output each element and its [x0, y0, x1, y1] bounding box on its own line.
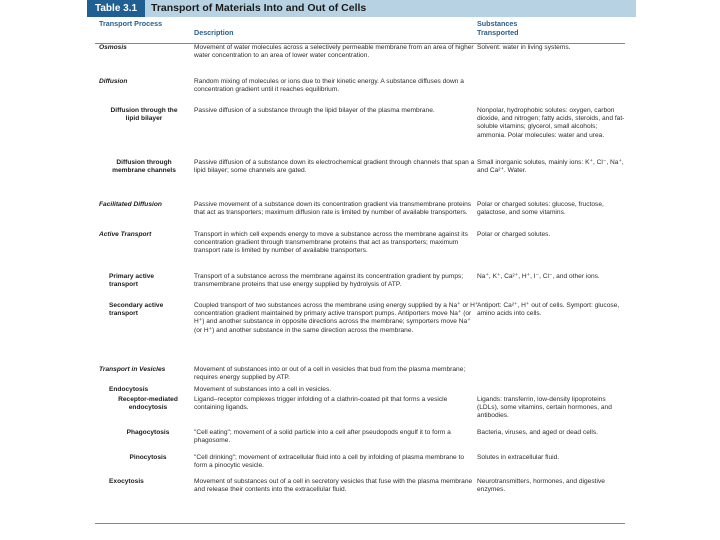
table-row [87, 429, 636, 454]
process-cell: Exocytosis [109, 478, 144, 485]
header-transport-process: Transport Process [99, 19, 163, 28]
table-row [87, 201, 636, 231]
process-cell: Receptor-mediated endocytosis [118, 396, 178, 412]
table-title: Transport of Materials Into and Out of Cells [151, 2, 367, 14]
table-row [87, 478, 636, 506]
table-row [87, 273, 636, 302]
table-row [87, 159, 636, 201]
table-row [87, 396, 636, 429]
description-cell: Movement of substances into or out of a cell in vesicles that bud from the plasma membrane; requires energy supplied by ATP. [194, 366, 466, 382]
process-cell: Pinocytosis [129, 454, 167, 461]
substances-cell: Ligands: transferrin, low-density lipoproteins (LDLs), some vitamins, certain hormones, and antibodies. [477, 396, 612, 420]
header-description: Description [194, 28, 234, 37]
substances-cell: Nonpolar, hydrophobic solutes: oxygen, carbon dioxide, and nitrogen; fatty acids, steroids, and fat-soluble vitamins; glycerol, small alcohols; ammonia. Polar molecules: water and urea. [477, 107, 625, 139]
table-row [87, 386, 636, 396]
process-cell: Osmosis [99, 44, 127, 51]
table-row [87, 366, 636, 386]
description-cell: Passive diffusion of a substance down its electrochemical gradient through channels that span a lipid bilayer; some channels are gated. [194, 159, 475, 175]
process-cell: Active Transport [99, 231, 152, 238]
description-cell: Transport in which cell expends energy to move a substance across the membrane against its concentration gradient through transmembrane proteins that act as transporters; maximum transport rate is limited by number of available transporters. [194, 231, 468, 255]
table-row [87, 231, 636, 273]
description-cell: Movement of substances out of a cell in secretory vesicles that fuse with the plasma membrane and release their contents into the extracellular fluid. [194, 478, 473, 494]
process-cell: Diffusion [99, 78, 128, 85]
process-cell: Endocytosis [109, 386, 149, 393]
description-cell: Transport of a substance across the membrane against its concentration gradient by pumps; transmembrane proteins that use energy supplied by hydrolysis of ATP. [194, 273, 464, 289]
header-substances-transported: Substances Transported [477, 19, 519, 37]
description-cell: Passive diffusion of a substance through the lipid bilayer of the plasma membrane. [194, 107, 435, 114]
table-title-bar [87, 0, 636, 17]
process-cell: Secondary active transport [109, 302, 164, 318]
table-page [87, 0, 636, 534]
process-cell: Diffusion through the lipid bilayer [110, 107, 178, 123]
description-cell: Coupled transport of two substances across the membrane using energy supplied by a Na⁺ or H⁺ concentration gradient maintained by primary active transport pumps. Antiporters move Na⁺ (or H⁺) and another substance in opposite directions across the membrane; symporters move Na⁺ (or H⁺) and another substance in the same direction across the membrane. [194, 302, 479, 334]
description-cell: Movement of substances into a cell in vesicles. [194, 386, 332, 393]
description-cell: Movement of water molecules across a selectively permeable membrane from an area of higher water concentration to an area of lower water concentration. [194, 44, 474, 60]
description-cell: "Cell drinking"; movement of extracellular fluid into a cell by infolding of plasma membrane to form a pinocytic vesicle. [194, 454, 465, 470]
table-body [87, 44, 636, 506]
process-cell: Primary active transport [109, 273, 155, 289]
table-row [87, 107, 636, 159]
substances-cell: Polar or charged solutes: glucose, fructose, galactose, and some vitamins. [477, 201, 604, 217]
description-cell: Random mixing of molecules or ions due to their kinetic energy. A substance diffuses down a concentration gradient until it reaches equilibrium. [194, 78, 464, 94]
description-cell: "Cell eating"; movement of a solid particle into a cell after pseudopods engulf it to form a phagosome. [194, 429, 451, 445]
substances-cell: Polar or charged solutes. [477, 231, 551, 238]
substances-cell: Antiport: Ca²⁺, H⁺ out of cells. Symport: glucose, amino acids into cells. [477, 302, 620, 318]
table-row [87, 44, 636, 78]
process-cell: Phagocytosis [126, 429, 170, 436]
description-cell: Passive movement of a substance down its concentration gradient via transmembrane proteins that act as transporters; maximum diffusion rate is limited by number of available transporters. [194, 201, 472, 217]
footer-divider [95, 523, 625, 524]
process-cell: Facilitated Diffusion [99, 201, 162, 208]
substances-cell: Solvent: water in living systems. [477, 44, 571, 51]
substances-cell: Small inorganic solutes, mainly ions: K⁺, Cl⁻, Na⁺, and Ca²⁺. Water. [477, 159, 624, 175]
substances-cell: Na⁺, K⁺, Ca²⁺, H⁺, I⁻, Cl⁻, and other ions. [477, 273, 600, 280]
table-row [87, 78, 636, 107]
table-row [87, 302, 636, 366]
process-cell: Diffusion through membrane channels [112, 159, 176, 175]
description-cell: Ligand–receptor complexes trigger infolding of a clathrin-coated pit that forms a vesicle containing ligands. [194, 396, 448, 412]
substances-cell: Neurotransmitters, hormones, and digestive enzymes. [477, 478, 605, 494]
table-row [87, 454, 636, 478]
process-cell: Transport in Vesicles [99, 366, 166, 373]
substances-cell: Solutes in extracellular fluid. [477, 454, 560, 461]
table-number: Table 3.1 [87, 0, 145, 17]
table-header [87, 18, 636, 43]
substances-cell: Bacteria, viruses, and aged or dead cells. [477, 429, 598, 436]
